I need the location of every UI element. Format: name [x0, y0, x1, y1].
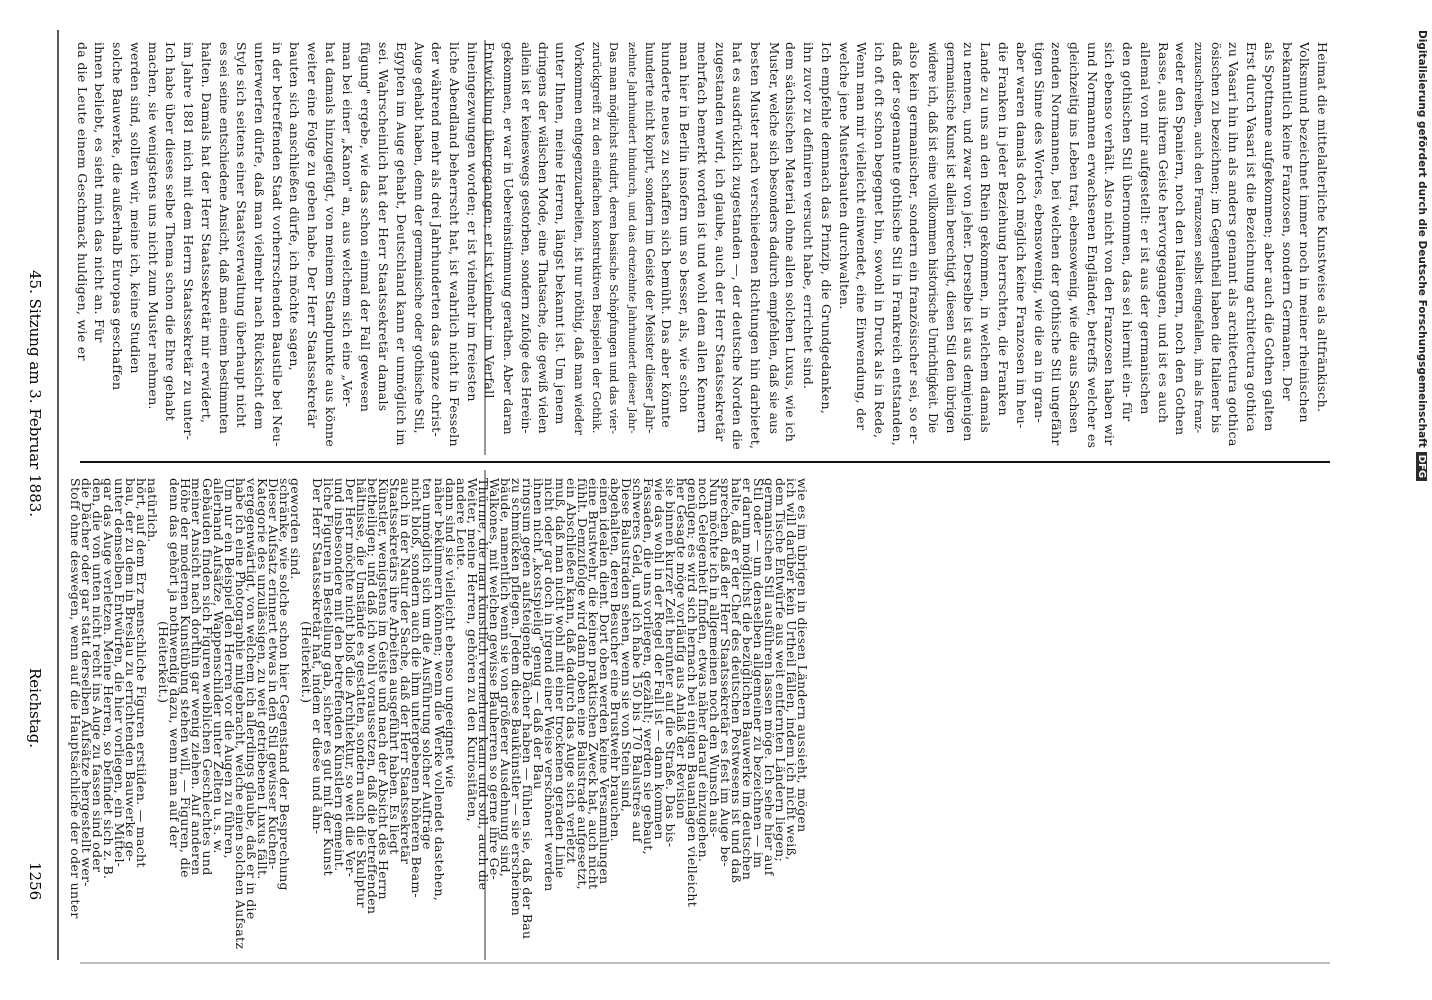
text-line: nicht bloß, sondern auch die ihm untergebenen höheren Beam-	[409, 478, 425, 899]
text-line: weiter eine Folge zu geben habe. Der Herr Staatssekretär	[305, 42, 321, 428]
text-line: geworden sind.	[288, 478, 304, 580]
text-line: die Franken in jeder Beziehung herrschten, die Franken	[996, 42, 1012, 416]
text-line: einen idealen dient. Dort oben werden keine Versammlungen	[596, 478, 612, 885]
text-line: zurückgreift zu den einfachen konstruktiven Beispielen der Gothik.	[589, 42, 604, 434]
text-line: sie binnen kurzer Zeit herunter auf die Straße. Das bis-	[662, 478, 678, 848]
text-line: halten. Damals hat der Herr Staatssekretär mir erwidert,	[198, 42, 214, 424]
text-line: er darum möglichst die bezüglichen Bauwerke im deutschen	[739, 478, 755, 881]
text-line: tigen Sinne des Wortes, ebensowenig, wie die an in gran-	[1031, 42, 1047, 423]
text-line: Volksmund bezeichnet immer noch in meiner rheinischen	[1297, 42, 1313, 423]
text-line: daß der sogenannte gothische Stil in Frankreich entstanden,	[889, 42, 905, 447]
text-line: Muster, welche sich besonders dadurch empfehlen, daß sie aus	[766, 42, 781, 434]
text-line: vergegenwärtigt, von welchem ich allerdings glaube, daß er in die	[244, 478, 260, 920]
text-line: hunderte neues zu schaffen sich bemüht. Das aber könnte	[659, 42, 675, 428]
text-line: ringsum gegen aufsteigende Dächer haben — fühlen sie, daß der Bau	[519, 478, 535, 940]
text-line: zenden Normannen, bei welchen der gothische Stil ungefähr	[1049, 42, 1065, 446]
text-line: Dieser Aufsatz erinnert etwas in den Stil gewisser Kuchen-	[266, 478, 282, 870]
text-line: hältnisse, die Umstände es gestatten, sondern auch die Skulptur	[354, 478, 370, 908]
text-line: gekommen, er war in Uebereinstimmung gerathen. Aber daran	[500, 42, 515, 435]
text-line: Auge gehabt haben, denn der germanische oder gothische Stil,	[412, 42, 427, 434]
text-line: ten unmöglich sich um die Ausführung solcher Aufträge	[420, 478, 436, 850]
text-line: liche Abendland beherrscht hat, ist wahrlich nicht in Fesseln	[446, 42, 462, 447]
text-line: werden sind, sollten wir, meine ich, keine Studien	[127, 42, 143, 374]
text-line: aber waren damals doch möglich keine Franzosen im heu-	[1013, 42, 1029, 429]
text-line: Stil oder — um denselben allgemeiner zu bezeichnen — im	[750, 478, 766, 869]
text-line: denn das gehört ja nothwendig dazu, wenn man auf der	[167, 478, 183, 848]
text-line: Heimat die mittelalterliche Kunstweise als altfränkisch.	[1315, 42, 1330, 413]
text-line: ihnen nicht „kostspielig" genug — daß der Bau	[530, 478, 546, 790]
text-line: bekanntlich keine Franzosen, sondern Germanen. Der	[1279, 42, 1295, 401]
text-line: Künstler, wenigstens im Geiste und nach der Absicht des Herrn	[376, 478, 392, 900]
text-line: ein Abschließen kann, daß dadurch das Auge sich verletzt	[563, 478, 579, 864]
text-line: näher bekümmern können; wenn die Werke vollendet dastehen,	[431, 478, 447, 902]
text-line: Rasse, aus ihrem Geiste hervorgegangen, und ist es auch	[1155, 42, 1171, 424]
text-line: (Heiterkeit.)	[156, 621, 172, 704]
text-line: wie es im übrigen in diesen Ländern aussieht, mögen	[795, 478, 810, 833]
text-line: widere ich, daß ist eine vollkommen historische Unrichtigkeit. Die	[926, 42, 941, 434]
text-line: habe ich eine Photographie mitgebracht, welche einen solchen Aufsatz	[233, 478, 249, 950]
text-line: Nun möchte ich in allgemeinen noch den Wunsch aus-	[706, 478, 722, 838]
text-line: Fassaden, die uns vorliegen, gezählt; werden sie gebaut,	[640, 478, 656, 855]
text-line: hat es ausdrücklich zugestanden —, der deutsche Norden die	[730, 42, 746, 450]
text-line: im Jahre 1881 mich mit dem Herrn Staatssekretär zu unter-	[181, 42, 197, 441]
text-line: weder den Spaniern, noch den Italienern, noch den Gothen	[1173, 42, 1189, 436]
text-line: unter Ihnen, meine Herren, längst bekannt ist. Um jenem	[553, 42, 569, 425]
text-line: germanische Kunst ist allein berechtigt, diesen Stil den übrigen	[943, 42, 958, 434]
text-line: Gebäuden finden sich Figuren weiblichen Geschlechtes und	[200, 478, 216, 876]
text-line: zehnte Jahrhundert hindurch, und das dreizehnte Jahrhundert dieser Jahr-	[625, 42, 638, 434]
text-line: schweres Geld, und ich habe 150 bis 170 Balustres auf	[629, 478, 645, 843]
text-line: bäude, namentlich wenn sie von größerer Ausdehnung sind,	[497, 478, 513, 878]
text-line: allerhand Aufsätze, Wappenschilder unter Zelten u. s. w.	[211, 478, 227, 854]
text-line: die Dächer oder gar statt derselben Aufsätze hergestellt wer-	[79, 478, 95, 887]
text-line: Diese Balustraden sehen, wenn sie von Stein sind,	[618, 478, 634, 813]
text-line: zu Vasari hin ihn als anders genannt als architectura gothica	[1226, 42, 1242, 447]
text-line: allemal von mir aufgestellt: er ist aus der germanischen	[1137, 42, 1153, 415]
text-line: genügen; es wird sich hernach bei einigen Bauanlagen vielleicht	[684, 478, 700, 908]
text-line: noch Gelegenheit finden, etwas näher darauf einzugehen.	[695, 478, 711, 863]
text-line: allein ist er keineswegs gestorben, sondern zufolge des Herein-	[518, 42, 533, 434]
page-number: 1256	[26, 862, 44, 901]
text-line: Wenn man mir vielleicht einwendet, eine Einwendung, der	[854, 42, 870, 431]
text-line: Der Herr möchte nicht bloß die Architektur, so weit die Ver-	[343, 478, 359, 878]
text-line: ihn zuvor zu definiren versucht habe, errichtet sind.	[801, 42, 817, 390]
text-line: Lande zu uns an den Rhein gekommen, in welchem damals	[978, 42, 994, 434]
text-line: Stoff ohne deswegen, wenn auf die Hauptsächliche der oder unter	[68, 478, 83, 919]
text-line: (Heiterkeit.)	[299, 621, 315, 704]
text-line: hineingezwungen worden; er ist vielmehr im freiesten	[464, 42, 480, 402]
text-line: dringens der wälschen Mode, eine Thatsache, die gewiß vielen	[536, 42, 551, 434]
text-line: dem sächsischen Material ohne allen solchen Luxus, wie ich	[783, 42, 799, 443]
text-line: Vorkommen entgegenzuarbeiten, ist nur nöthig, daß man wieder	[571, 42, 586, 435]
text-line: Das man möglichst studirt, deren basische Schöpfungen und das vier-	[607, 42, 621, 435]
text-line: Staatssekretärs ihre Arbeiten ausgeführt haben. Es liegt	[387, 478, 403, 855]
text-line: dann sind sie vielleicht ebenso ungeeignet wie	[442, 478, 458, 788]
text-line: auch in der Natur der Sache, daß der Herr Staatssekretär	[398, 478, 414, 865]
text-line: eine Brustwehr, die keinen praktischen Zweck hat, auch nicht	[585, 478, 601, 890]
digitization-credit	[1416, 30, 1428, 481]
text-line: hat damals hinzugefügt, von meinem Standpunkte aus könne	[322, 42, 338, 448]
text-line: Ich empfehle demnach das Prinzip, die Grundgedanken,	[818, 42, 834, 415]
text-line: zu nennen, und zwar von jeher. Derselbe ist aus demjenigen	[960, 42, 976, 442]
text-line: mehrfach bemerkt worden ist und wohl dem allen Kennern	[694, 42, 710, 434]
text-line: in der betreffenden Stadt vorherrschenden Baustile bei Neu-	[269, 42, 285, 447]
text-line: Um nur ein Beispiel den Herren vor die Augen zu führen,	[222, 478, 238, 859]
text-line: halte, daß er der Chef des deutschen Postwesens ist und daß	[728, 478, 744, 884]
text-line: und insbesondere mit den betreffenden Künstlern gemeint.	[332, 478, 348, 872]
text-line: Ich habe über dieses selbe Thema schon die Ehre gehabt	[163, 42, 179, 422]
text-line: da die Leute einem Geschmack huldigen, wie er	[74, 42, 90, 361]
text-line: der während mehr als drei Jahrhunderten das ganze christ-	[429, 42, 445, 437]
text-line: zuzuschreiben, auch den Franzosen selbst eingefallen, ihn als franz-	[1191, 42, 1205, 434]
text-line: unter demselben Entwürfen, die hier vorliegen, ein Mittel-	[112, 478, 128, 868]
text-line: sei. Wahrscheinlich hat der Herr Staatssekretär damals	[375, 42, 391, 412]
text-line: welche jene Musterbauten durchwalten.	[836, 42, 852, 310]
text-line: Walkones, mit welchen gewisse Bauherren so gerne ihre Ge-	[486, 478, 502, 881]
text-line: als Spottname aufgekommen; aber auch die Gothen galten	[1261, 42, 1277, 432]
session-title: 45. Sitzung am 3. Februar 1883.	[26, 270, 44, 518]
text-line: Egypten im Auge gehabt, Deutschland kann er unmöglich im	[393, 42, 409, 446]
text-line: her Gesagte möge vorläufig aus Anlaß der Revision	[673, 478, 689, 820]
text-line: machen, sie wenigstens uns nicht zum Muster nehmen.	[145, 42, 161, 410]
text-line: fügung" ergebe, wie das schon einmal der Fall gewesen	[358, 42, 374, 413]
text-line: man hier in Berlin insofern um so besser, als, wie schon	[677, 42, 693, 414]
text-line: den gothischen Stil übernommen, das sei hiermit ein- für	[1120, 42, 1136, 422]
text-line: Thürme, die man künstlich vermehren kann und soll, auch die	[475, 478, 491, 891]
text-line: Erst durch Vasari ist die Bezeichnung architectura gothica	[1244, 42, 1260, 433]
text-line: betheiligen; und daß ich wohl voraussetzen, daß die betreffenden	[365, 478, 381, 915]
text-line: nicht oder gar doch in irgend einer Weise verschönert werden	[541, 478, 557, 892]
text-line: dem Tische Entwürfe aus weit entfernten Ländern liegen;	[772, 478, 788, 863]
text-line: hunderte nicht kopirt, sondern im Geiste der Meister dieser Jahr-	[642, 42, 657, 434]
text-line: bauten sich anschließen dürfe, ich möchte sagen,	[287, 42, 303, 372]
text-line: schränke, wie solche schon hier Gegenstand der Besprechung	[277, 478, 293, 891]
text-line: unterwerfen dürfe, daß man vielmehr nach Rücksicht dem	[251, 42, 267, 430]
text-line: andere Leute.	[453, 478, 469, 571]
text-line: Style sich seitens einer Staatsverwaltung überhaupt nicht	[234, 42, 250, 428]
text-line: natürlich.	[145, 478, 161, 543]
text-line: gar das Auge verletzen. Meine Herren, so befindet sich z. B.	[101, 478, 117, 880]
text-line: Entwicklung übergegangen; er ist vielmehr im Verfall	[482, 42, 498, 399]
running-title: Reichstag.	[26, 668, 44, 749]
text-line: meiner Ansicht nach dorthin gar wenig ziehen. Auf anderen	[189, 478, 205, 876]
text-line: Der Herr Staatssekretär hat, indem er diese und ähn-	[310, 478, 326, 835]
text-line: Weiter, meine Herren, gehören zu den Kuriositäten,	[464, 478, 480, 822]
text-line: Kategorie des unzulässigen, zu weit getriebenen Luxus fällt.	[255, 478, 271, 880]
text-line: bau, der zu dem in Breslau zu errichtenden Bauwerke ge-	[123, 478, 139, 862]
text-line: ösischen zu bezeichnen; im Gegentheil haben die Italiener bis	[1208, 42, 1224, 434]
text-line: abgehalten, deren Besucher eine Brustwehr brauchen.	[607, 478, 623, 842]
text-line: sich ebenso verhält. Also nicht von den Franzosen haben wir	[1102, 42, 1118, 446]
text-line: und Normannen erwachsenen Engländer, betreffs welcher es	[1084, 42, 1100, 449]
text-line: Höhe der modernen Kunstübung stehen will, — Figuren, die	[178, 478, 194, 878]
text-line: sprechen, daß der Herr Staatssekretär es fest im Auge be-	[717, 478, 733, 867]
text-line: den, die von unten nicht recht ins Auge zu fassen sind oder	[90, 478, 106, 873]
text-line: germanischen Stil ausführen lassen möge. Ich sehe hier auf	[761, 478, 777, 876]
credit-text: Digitalisierung gefördert durch die Deutsche Forschungsgemeinschaft	[1416, 30, 1428, 448]
text-line: wie das wohl in der Regel der Fall ist — dann kommen	[651, 478, 667, 840]
dfg-badge: DFG	[1416, 452, 1427, 481]
text-line: ich will darüber kein Urtheil fällen, indem ich nicht weiß,	[783, 478, 799, 861]
text-line: fühlt. Demzufolge wird dann oben eine Balustrade aufgesetzt,	[574, 478, 590, 890]
text-line: ihnen beliebt, es sieht mich das nicht an. Für	[92, 42, 108, 343]
text-line: ich oft oft schon begegnet bin, sowohl in Druck als in Rede,	[872, 42, 888, 439]
text-line: gleichzeitig ins Leben trat, ebensowenig, wie die aus Sachsen	[1066, 42, 1082, 434]
text-line: hört, auf dem Erz menschliche Figuren erstiiden. — macht	[134, 478, 150, 868]
text-line: besten Muster nach verschiedenen Richtungen hin darbietet,	[748, 42, 763, 450]
text-line: zugestanden wird, ich glaube, auch der Herr Staatssekretär	[712, 42, 728, 442]
text-line: liche Figuren in Bestellung gab, sicher es gut mit der Kunst	[321, 478, 337, 876]
text-line: solche Bauwerke, die außerhalb Europas geschaffen	[110, 42, 126, 391]
text-line: zu schmücken pflegen. Jedem diese Baukünstler — sie erscheinen	[508, 478, 524, 916]
text-line: man bei einer „Kanon" an, aus welchem sich eine „Ver-	[340, 42, 356, 408]
text-line: also kein germanischer, sondern ein französischer sei, so er-	[907, 42, 923, 445]
text-line: muß, daß man nicht wohl mit einer trockenen geraden Linie	[552, 478, 568, 879]
text-line: es sei seine entschiedene Ansicht, daß man einem bestimmten	[217, 42, 232, 434]
